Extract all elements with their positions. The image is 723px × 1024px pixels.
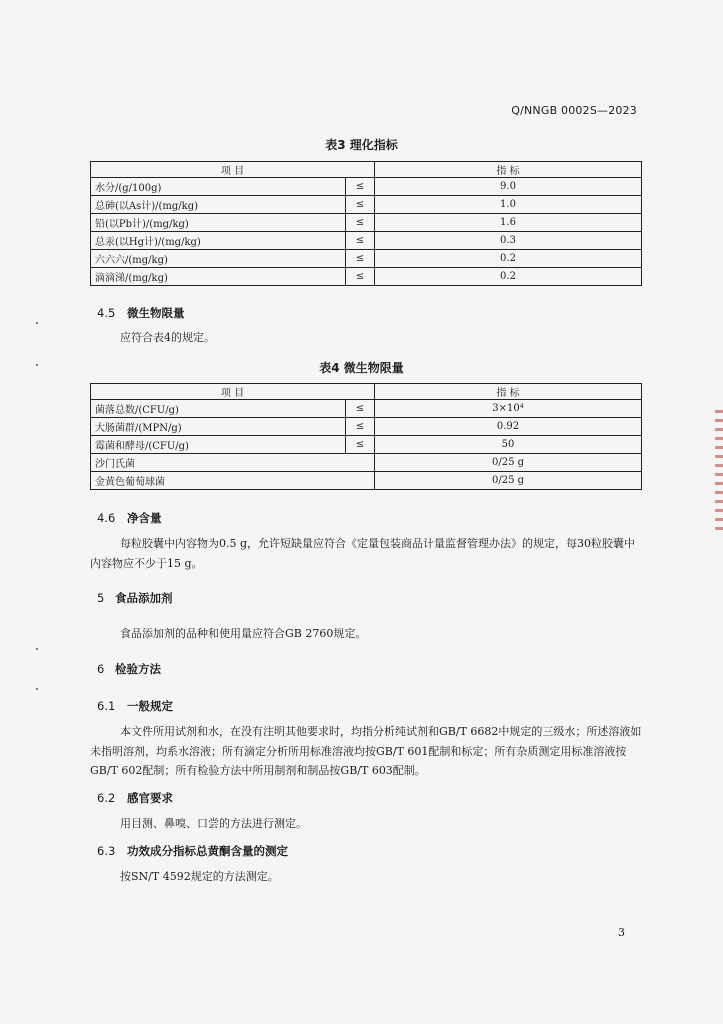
table3-header-item: 项 目 [91,162,375,178]
item-cell: 总汞(以Hg计)/(mg/kg) [91,232,346,250]
section-4-6-text: 每粒胶囊中内容物为0.5 g，允许短缺量应符合《定量包装商品计量监督管理办法》的规定，每30粒胶囊中内容物应不少于15 g。 [90,537,636,570]
item-cell: 大肠菌群/(MPN/g) [91,418,346,436]
section-6-1-heading [97,698,173,714]
table3-caption: 表3 理化指标 [325,138,398,152]
section-number: 6.2 [97,791,116,805]
operator-cell: ≤ [346,268,375,286]
table-row [91,268,642,286]
scan-speck [36,648,38,650]
section-number: 6.1 [97,699,116,713]
section-number: 4.6 [97,511,116,525]
value-cell: 0.2 [375,250,642,268]
section-title: 感官要求 [127,791,173,805]
table-row [91,250,642,268]
scan-speck [36,322,38,324]
table4-header-row [91,384,642,400]
page-number: 3 [618,926,625,939]
section-6-2-heading [97,790,173,806]
item-cell: 沙门氏菌 [91,454,375,472]
section-6-1-text: 本文件所用试剂和水，在没有注明其他要求时，均指分析纯试剂和GB/T 6682中规定的三级水；所述溶液如未指明溶剂，均系水溶液；所有滴定分析所用标准溶液均按GB/T 601配制和标定；所有杂质测定用标准溶液按GB/T 602配制；所有检验方法中所用制剂和制品按GB/T 603配制。 [90,725,642,777]
section-title: 食品添加剂 [115,591,173,605]
section-5-text: 食品添加剂的品种和使用量应符合GB 2760规定。 [120,627,367,640]
table-row [91,232,642,250]
item-cell: 滴滴涕/(mg/kg) [91,268,346,286]
value-cell: 9.0 [375,178,642,196]
operator-cell: ≤ [346,250,375,268]
section-number: 5 [97,591,105,605]
red-stamp-edge-mark [715,410,723,535]
section-title: 一般规定 [127,699,173,713]
section-number: 4.5 [97,306,116,320]
value-cell: 0.2 [375,268,642,286]
item-cell: 铅(以Pb计)/(mg/kg) [91,214,346,232]
table-row [91,196,642,214]
section-title: 功效成分指标总黄酮含量的测定 [127,844,288,858]
value-cell: 0/25 g [375,472,642,490]
section-4-5-heading [97,305,185,321]
section-5-heading [97,590,173,606]
value-cell: 0.92 [375,418,642,436]
operator-cell: ≤ [346,436,375,454]
value-cell: 0.3 [375,232,642,250]
section-6-2-text: 用目测、鼻嗅、口尝的方法进行测定。 [120,817,307,830]
table4 [90,383,642,490]
value-cell: 1.6 [375,214,642,232]
table3-header-row [91,162,642,178]
item-cell: 菌落总数/(CFU/g) [91,400,346,418]
table4-caption: 表4 微生物限量 [319,361,404,375]
section-4-5-text: 应符合表4的规定。 [120,331,215,344]
table-row [91,436,642,454]
operator-cell: ≤ [346,178,375,196]
operator-cell: ≤ [346,400,375,418]
scan-speck [36,364,38,366]
section-4-6-heading [97,510,162,526]
value-cell: 3×10⁴ [375,400,642,418]
section-6-3-heading [97,843,288,859]
document-code: Q/NNGB 0002S—2023 [511,104,637,117]
table4-header-item: 项 目 [91,384,375,400]
section-title: 微生物限量 [127,306,185,320]
table3 [90,161,642,286]
section-6-3-text: 按SN/T 4592规定的方法测定。 [120,870,279,883]
table4-header-value: 指 标 [375,384,642,400]
section-number: 6 [97,662,105,676]
section-title: 检验方法 [115,662,161,676]
table-row [91,418,642,436]
operator-cell: ≤ [346,214,375,232]
item-cell: 水分/(g/100g) [91,178,346,196]
section-title: 净含量 [127,511,162,525]
operator-cell: ≤ [346,232,375,250]
item-cell: 霉菌和酵母/(CFU/g) [91,436,346,454]
item-cell: 总砷(以As计)/(mg/kg) [91,196,346,214]
table-row [91,472,642,490]
section-number: 6.3 [97,844,116,858]
table-row [91,214,642,232]
value-cell: 1.0 [375,196,642,214]
scan-speck [36,688,38,690]
item-cell: 金黄色葡萄球菌 [91,472,375,490]
value-cell: 50 [375,436,642,454]
table-row [91,400,642,418]
table3-header-value: 指 标 [375,162,642,178]
operator-cell: ≤ [346,196,375,214]
item-cell: 六六六/(mg/kg) [91,250,346,268]
section-6-heading [97,661,161,677]
table-row [91,178,642,196]
table-row [91,454,642,472]
operator-cell: ≤ [346,418,375,436]
value-cell: 0/25 g [375,454,642,472]
